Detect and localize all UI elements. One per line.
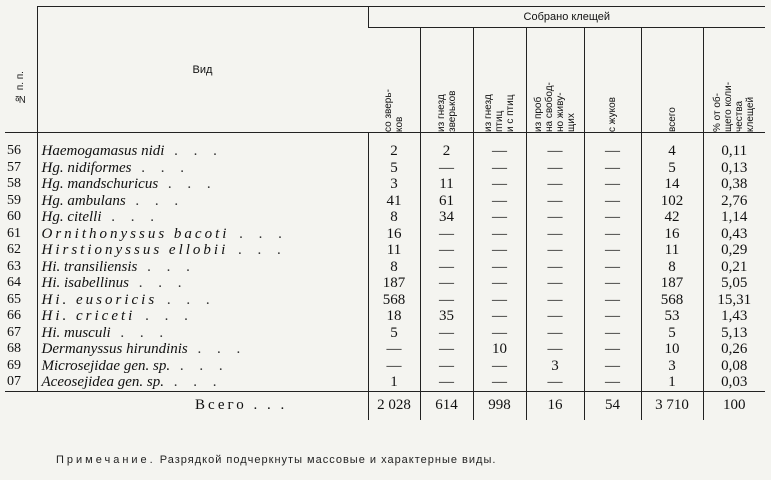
species-name: Hg. ambulans [41, 192, 126, 209]
col-total: всего [641, 28, 703, 133]
row-number: 57 [7, 159, 21, 175]
species-name: Hg. mandschuricus [41, 176, 159, 193]
cell-c2: — [420, 341, 473, 358]
cell-c5: — [584, 325, 641, 342]
col-percent: % от об- щего коли- чества клещей [703, 28, 765, 133]
cell-c3: — [473, 242, 526, 259]
cell-c3: — [473, 193, 526, 210]
table-row [5, 259, 765, 276]
row-number: 67 [7, 324, 21, 340]
species-name: Microsejidae gen. sp. [41, 357, 171, 374]
cell-c4: — [526, 341, 584, 358]
cell-c4: — [526, 325, 584, 342]
cell-pct: 5,13 [703, 325, 765, 342]
row-number: 65 [7, 291, 21, 307]
cell-c1: — [368, 341, 420, 358]
cell-total: 568 [641, 292, 703, 309]
cell-c4: — [526, 292, 584, 309]
species-name: Hi. criceti [41, 308, 136, 325]
species-cell: Aceosejidea gen. sp. . . . [37, 374, 368, 391]
species-name: Hg. nidiformes [41, 159, 132, 176]
cell-c5: — [584, 374, 641, 391]
cell-c1: 568 [368, 292, 420, 309]
row-number: 60 [7, 209, 21, 225]
cell-c4: — [526, 374, 584, 391]
cell-c5: — [584, 176, 641, 193]
total-all: 3 710 [641, 391, 703, 420]
cell-c5: — [584, 133, 641, 160]
cell-c3: — [473, 292, 526, 309]
row-number: 63 [7, 258, 21, 274]
total-c5: 54 [584, 391, 641, 420]
cell-pct: 5,05 [703, 275, 765, 292]
table-row [5, 242, 765, 259]
cell-total: 3 [641, 358, 703, 375]
cell-c5: — [584, 358, 641, 375]
species-name: Dermanyssus hirundinis [41, 341, 188, 358]
col-free-living: из проб на свобод- но живу- щих [526, 28, 584, 133]
cell-c1: — [368, 358, 420, 375]
cell-c1: 16 [368, 226, 420, 243]
table-row [5, 176, 765, 193]
cell-c2: — [420, 160, 473, 177]
row-number: 64 [7, 275, 21, 291]
species-name: Haemogamasus nidi [41, 143, 165, 160]
total-c3: 998 [473, 391, 526, 420]
cell-pct: 0,21 [703, 259, 765, 276]
cell-c3: — [473, 374, 526, 391]
cell-pct: 0,43 [703, 226, 765, 243]
cell-pct: 15,31 [703, 292, 765, 309]
collected-header: Собрано клещей [368, 7, 765, 28]
species-name: Ornithonyssus bacoti [41, 225, 230, 242]
cell-c5: — [584, 242, 641, 259]
species-name: Hi. isabellinus [41, 275, 130, 292]
species-cell: Hi. criceti . . . [37, 308, 368, 325]
cell-c4: — [526, 275, 584, 292]
row-number: 58 [7, 176, 21, 192]
cell-total: 42 [641, 209, 703, 226]
cell-c5: — [584, 308, 641, 325]
cell-c3: — [473, 308, 526, 325]
cell-c4: — [526, 308, 584, 325]
total-c2: 614 [420, 391, 473, 420]
cell-total: 5 [641, 160, 703, 177]
total-pct: 100 [703, 391, 765, 420]
row-number: 66 [7, 308, 21, 324]
species-name: Hi. transiliensis [41, 258, 138, 275]
species-name: Hi. eusoricis [41, 291, 158, 308]
species-cell: Hg. nidiformes . . . [37, 160, 368, 177]
cell-c4: — [526, 193, 584, 210]
cell-total: 102 [641, 193, 703, 210]
table-row [5, 209, 765, 226]
cell-total: 8 [641, 259, 703, 276]
cell-pct: 1,43 [703, 308, 765, 325]
cell-total: 53 [641, 308, 703, 325]
row-number: 07 [7, 374, 21, 390]
cell-c1: 18 [368, 308, 420, 325]
cell-c3: — [473, 259, 526, 276]
row-number: 69 [7, 357, 21, 373]
cell-c2: — [420, 226, 473, 243]
table-row [5, 133, 765, 160]
cell-c1: 2 [368, 133, 420, 160]
footnote-lead: Примечание. [56, 454, 156, 466]
cell-c5: — [584, 160, 641, 177]
totals-label: Всего . . . [5, 391, 368, 420]
cell-c2: — [420, 275, 473, 292]
species-cell: Hi. eusoricis . . . [37, 292, 368, 309]
cell-c2: — [420, 259, 473, 276]
row-number: 59 [7, 192, 21, 208]
table-row [5, 374, 765, 391]
cell-c4: — [526, 209, 584, 226]
species-name: Hi. musculi [41, 324, 111, 341]
cell-c2: — [420, 374, 473, 391]
total-c1: 2 028 [368, 391, 420, 420]
cell-c5: — [584, 209, 641, 226]
cell-c5: — [584, 275, 641, 292]
species-cell: Hg. ambulans . . . [37, 193, 368, 210]
table-row [5, 226, 765, 243]
cell-c3: — [473, 133, 526, 160]
table-row [5, 358, 765, 375]
col-from-animals: со зверь- ков [368, 28, 420, 133]
cell-total: 14 [641, 176, 703, 193]
cell-c1: 8 [368, 259, 420, 276]
col-animal-nests: из гнезд зверьков [420, 28, 473, 133]
species-cell: Microsejidae gen. sp. . . . [37, 358, 368, 375]
table-row [5, 308, 765, 325]
total-c4: 16 [526, 391, 584, 420]
cell-c4: — [526, 226, 584, 243]
cell-pct: 1,14 [703, 209, 765, 226]
species-cell: Haemogamasus nidi . . . [37, 133, 368, 160]
cell-c4: — [526, 160, 584, 177]
species-cell: Hi. transiliensis . . . [37, 259, 368, 276]
row-number: 68 [7, 341, 21, 357]
species-cell: Dermanyssus hirundinis . . . [37, 341, 368, 358]
cell-total: 187 [641, 275, 703, 292]
cell-c5: — [584, 292, 641, 309]
col-beetles: с жуков [584, 28, 641, 133]
cell-total: 11 [641, 242, 703, 259]
cell-c2: — [420, 358, 473, 375]
table-row [5, 193, 765, 210]
cell-pct: 0,13 [703, 160, 765, 177]
cell-pct: 0,29 [703, 242, 765, 259]
row-number: 61 [7, 225, 21, 241]
table-row [5, 292, 765, 309]
cell-c1: 5 [368, 160, 420, 177]
cell-total: 1 [641, 374, 703, 391]
cell-c1: 5 [368, 325, 420, 342]
cell-pct: 2,76 [703, 193, 765, 210]
species-cell: Hi. isabellinus . . . [37, 275, 368, 292]
table-row [5, 160, 765, 177]
cell-c2: — [420, 325, 473, 342]
species-name: Aceosejidea gen. sp. [41, 374, 164, 391]
cell-c4: — [526, 133, 584, 160]
cell-c2: 34 [420, 209, 473, 226]
cell-c4: 3 [526, 358, 584, 375]
cell-c3: — [473, 275, 526, 292]
cell-c3: — [473, 209, 526, 226]
species-name: Hirstionyssus ellobii [41, 242, 229, 259]
totals-row [5, 391, 765, 420]
cell-c3: — [473, 226, 526, 243]
species-name: Hg. citelli [41, 209, 102, 226]
cell-c1: 187 [368, 275, 420, 292]
row-number: 62 [7, 242, 21, 258]
cell-c1: 3 [368, 176, 420, 193]
row-number: 56 [7, 143, 21, 159]
cell-c1: 1 [368, 374, 420, 391]
cell-c3: — [473, 325, 526, 342]
table-row [5, 325, 765, 342]
cell-c5: — [584, 226, 641, 243]
cell-pct: 0,38 [703, 176, 765, 193]
cell-c5: — [584, 193, 641, 210]
cell-total: 10 [641, 341, 703, 358]
cell-c4: — [526, 176, 584, 193]
cell-c3: — [473, 160, 526, 177]
cell-c2: — [420, 242, 473, 259]
col-species-header: Вид [37, 7, 368, 133]
cell-c5: — [584, 341, 641, 358]
cell-total: 16 [641, 226, 703, 243]
table-row [5, 341, 765, 358]
cell-c3: 10 [473, 341, 526, 358]
species-cell: Ornithonyssus bacoti . . . [37, 226, 368, 243]
species-cell: Hg. mandschuricus . . . [37, 176, 368, 193]
cell-pct: 0,26 [703, 341, 765, 358]
cell-c2: 2 [420, 133, 473, 160]
cell-c3: — [473, 176, 526, 193]
cell-pct: 0,03 [703, 374, 765, 391]
species-cell: Hg. citelli . . . [37, 209, 368, 226]
cell-c1: 11 [368, 242, 420, 259]
footnote [56, 454, 496, 466]
cell-c4: — [526, 259, 584, 276]
cell-pct: 0,08 [703, 358, 765, 375]
cell-total: 4 [641, 133, 703, 160]
cell-pct: 0,11 [703, 133, 765, 160]
mite-table [5, 6, 765, 420]
table-row [5, 275, 765, 292]
cell-c1: 41 [368, 193, 420, 210]
cell-c2: 61 [420, 193, 473, 210]
cell-c2: 35 [420, 308, 473, 325]
cell-total: 5 [641, 325, 703, 342]
footnote-text: Разрядкой подчеркнуты массовые и характерные виды. [155, 454, 497, 466]
cell-c3: — [473, 358, 526, 375]
species-cell: Hirstionyssus ellobii . . . [37, 242, 368, 259]
col-number-header: № п. п. [5, 7, 37, 133]
cell-c2: 11 [420, 176, 473, 193]
cell-c1: 8 [368, 209, 420, 226]
cell-c2: — [420, 292, 473, 309]
col-bird-nests: из гнезд птиц и с птиц [473, 28, 526, 133]
cell-c4: — [526, 242, 584, 259]
species-cell: Hi. musculi . . . [37, 325, 368, 342]
cell-c5: — [584, 259, 641, 276]
